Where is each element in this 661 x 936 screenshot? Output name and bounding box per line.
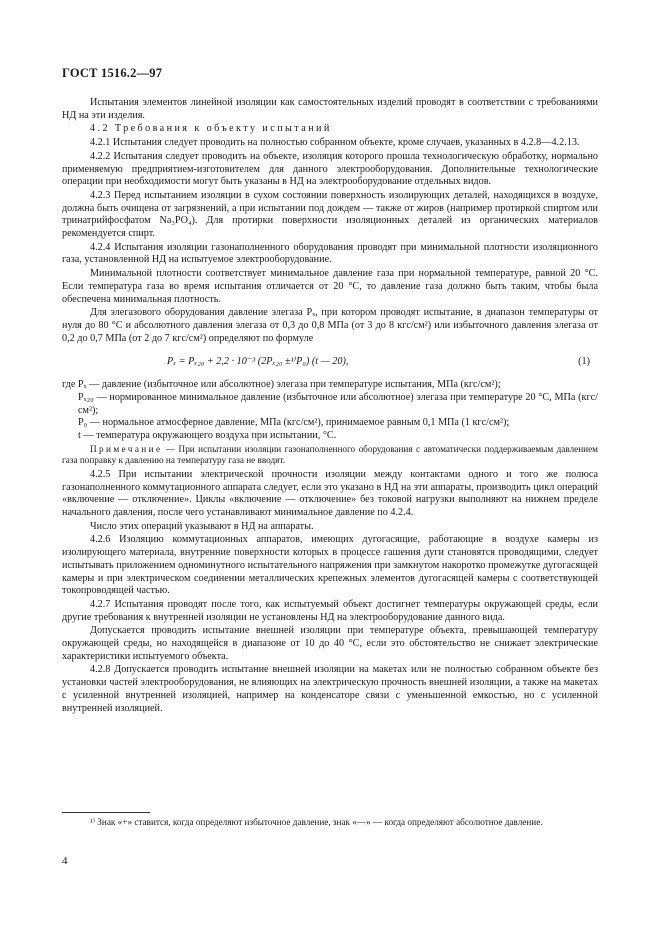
document-body: [62, 97, 598, 716]
document-code-header: ГОСТ 1516.2—97: [62, 66, 163, 80]
note-text: — При испытании изоляции газонаполненного оборудования с автоматически поддерживаемым давлением газа поправку к давлению на температуру газа не вводят.: [62, 443, 598, 466]
paragraph-4-2-6: 4.2.6 Изоляцию коммутационных аппаратов, имеющих дугогасящие, работающие в воздухе камеры из изолирующего материала, внутренние поверхности которых в процессе гашения дуги становятся проводящими, следует испытывать приложением одноминутного испытательного напряжения при замкнутом накоротко промежутке дугогасящей камеры и при электрическом соединении металлических крепежных элементов дугогасящей камеры с соответствующей токопроводящей частью.: [62, 534, 598, 597]
footnote: ¹⁾ Знак «+» ставится, когда определяют избыточное давление, знак «—» — когда определяют абсолютное давление.: [90, 817, 543, 827]
formula-expression: Pₓ = Pₓ₂₀ + 2,2 · 10⁻³ (2Pₓ₂₀ ±¹⁾P₀) (t — 20),: [167, 356, 349, 368]
paragraph-operations-count: Число этих операций указывают в НД на аппараты.: [90, 520, 314, 532]
page-number: 4: [62, 855, 68, 867]
legend-px: где Pₓ — давление (избыточное или абсолютное) элегаза при температуре испытания, МПа (кгс/см²);: [62, 379, 501, 391]
formula-1: [62, 350, 598, 375]
legend-px20: Pₓ₂₀ — нормированное минимальное давление (избыточное или абсолютное) элегаза при температуре 20 °С, МПа (кгс/см²);: [78, 392, 598, 416]
paragraph-4-2-8: 4.2.8 Допускается проводить испытание внешней изоляции на макетах или не полностью собранном объекте без установки частей электрооборудования, не влияющих на электрическую прочность внешней изоляции, а также на макетах с усиленной внутренней изоляцией, например на конденсаторе связи с уменьшенной емкостью, но с усиленной внутренней изоляцией.: [62, 664, 598, 714]
paragraph-4-2-4: 4.2.4 Испытания изоляции газонаполненного оборудования проводят при минимальной плотности изоляционного газа, установленной НД на испытуемое электрооборудование.: [62, 241, 598, 266]
paragraph-min-density: Минимальной плотности соответствует минимальное давление газа при нормальной температуре, равной 20 °С. Если температура газа во время испытания отличается от 20 °С, то давление газа должно быть таким, чтобы была обеспечена минимальная плотность.: [62, 268, 598, 305]
paragraph-external-insulation: Допускается проводить испытание внешней изоляции при температуре объекта, превышающей температуру окружающей среды, но находящейся в диапазоне от 10 до 40 °С, если это обстоятельство не снижает электрические характеристики испытуемого объекта.: [62, 625, 598, 662]
legend-t: t — температура окружающего воздуха при испытании, °С.: [78, 430, 337, 442]
paragraph-4-2-1: 4.2.1 Испытания следует проводить на полностью собранном объекте, кроме случаев, указанных в 4.2.8—4.2.13.: [90, 137, 580, 149]
paragraph-4-2-5: 4.2.5 При испытании электрической прочности изоляции между контактами одного и того же полюса газонаполненного коммутационного аппарата следует, если это указано в НД на эти аппараты, производить цикл операций «включение — отключение». Циклы «включение — отключение» без токовой нагрузки выполняют на нижнем пределе начального давления, после чего устанавливают минимальное давление по 4.2.4.: [62, 468, 598, 518]
legend-p0: P₀ — нормальное атмосферное давление, МПа (кгс/см²), принимаемое равным 0,1 МПа (1 кгс/см²);: [78, 417, 510, 429]
paragraph-4-2-7: 4.2.7 Испытания проводят после того, как испытуемый объект достигнет температуры окружающей среды, если другие требования к внутренней изоляции не установлены НД на электрооборудование данного вида.: [62, 598, 598, 623]
paragraph-intro: Испытания элементов линейной изоляции как самостоятельных изделий проводят в соответствии с требованиями НД на эти изделия.: [62, 97, 598, 121]
note: [62, 444, 598, 467]
section-heading-4-2: 4.2 Требования к объекту испытаний: [90, 123, 332, 135]
paragraph-sf6-pressure: Для элегазового оборудования давление элегаза Pₓ, при котором проводят испытание, в диапазон температуры от нуля до 80 °С и абсолютного давления элегаза от 0,3 до 0,8 МПа (от 3 до 8 кгс/см²) или избыточного давления элегаза от 0,2 до 0,7 МПа (от 2 до 7 кгс/см²) определяют по формуле: [62, 307, 598, 344]
paragraph-4-2-3: 4.2.3 Перед испытанием изоляции в сухом состоянии поверхность изолирующих деталей, находящихся в воздухе, должна быть очищена от загрязнений, а при испытании под дождем — также от жиров (например протиркой спиртом или тринатрийфосфатом Na₃PO₄). Для протирки поверхности изоляционных деталей из органических материалов рекомендуется спирт.: [62, 189, 598, 240]
note-label: Примечание: [90, 443, 163, 454]
formula-number: (1): [578, 356, 590, 368]
footnote-divider: [62, 812, 150, 813]
paragraph-4-2-2: 4.2.2 Испытания следует проводить на объекте, изоляция которого прошла технологическую обработку, нормально применяемую предприятием-изготовителем для данного электрооборудования. Дополнительные технологические операции при необходимости могут быть указаны в НД на электрооборудование отдельных видов.: [62, 150, 598, 188]
